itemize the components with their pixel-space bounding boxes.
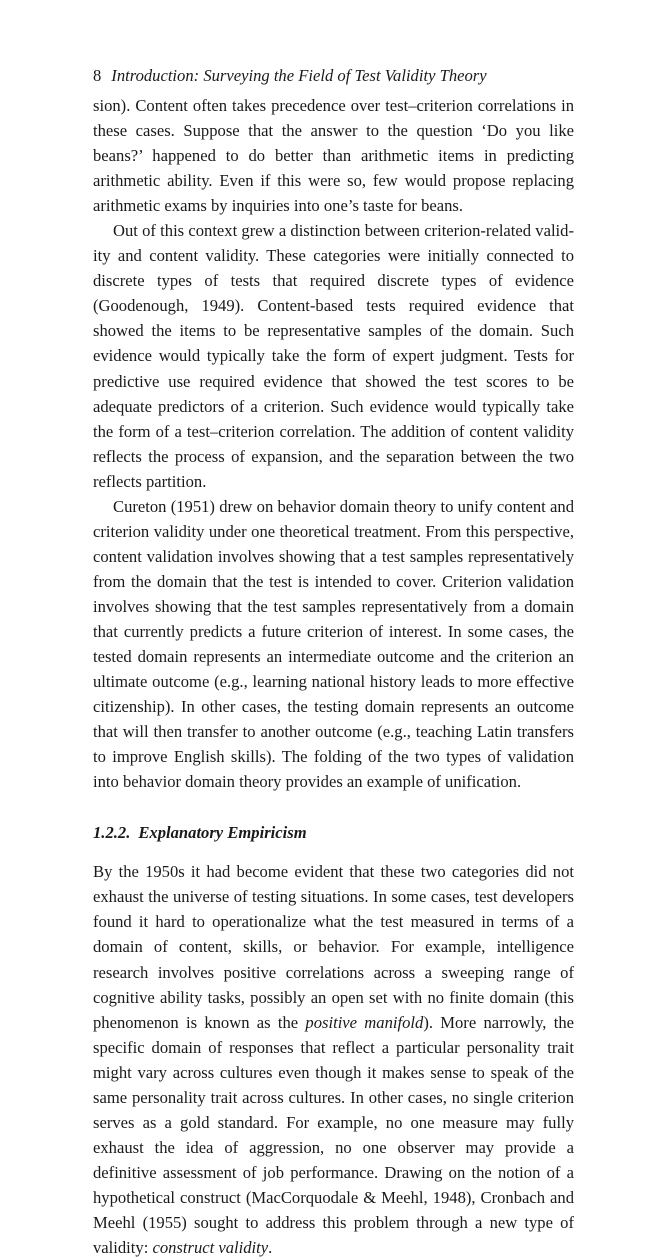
paragraph-continued: sion). Content often takes precedence over test–criterion correlations in these cases. Suppose that the answer to the question ‘Do you like beans?’ happened to do better than arithmetic items in predicting arithmetic ability. Even if this were so, few would propose replacing arithmetic exams by inquiries into one’s taste for beans. bbox=[93, 96, 574, 216]
section-title: Explanatory Empiricism bbox=[138, 823, 307, 843]
emphasis-term: construct validity bbox=[152, 1238, 269, 1258]
paragraph-explanatory-empiricism bbox=[93, 859, 574, 1260]
page-number: 8 bbox=[93, 66, 102, 85]
section-number: 1.2.2. bbox=[93, 823, 131, 843]
paragraph-criterion-content-distinction: Out of this context grew a distinction between criterion-related validity and content validity. These categories were initially connected to discrete types of tests that required discrete types of evidence (Goodenough, 1949). Content-based tests required evidence that showed the items to be representative samples of the domain. Such evidence would typically take the form of expert judgment. Tests for predictive use required evidence that showed the test scores to be adequate predictors of a criterion. Such evidence would typically take the form of a test–criterion correlation. The addition of content validity reflects the process of expansion, and the separation between the two reflects partition. bbox=[93, 221, 574, 491]
paragraph-cureton-unification: Cureton (1951) drew on behavior domain theory to unify content and criterion validity under one theoretical treatment. From this perspective, content validation involves showing that a test samples representatively from the domain that the test is intended to cover. Criterion validation involves showing that the test samples representatively from a domain that currently predicts a future criterion of interest. In some cases, the tested domain represents an intermediate outcome and the criterion an ultimate outcome (e.g., learning national history leads to more effective citizenship). In other cases, the testing domain represents an outcome that will then transfer to another outcome (e.g., teaching Latin transfers to improve English skills). The folding of the two types of validation into behavior domain theory provides an example of unification. bbox=[93, 496, 574, 792]
running-head bbox=[93, 66, 487, 86]
paragraph-text-part: . bbox=[268, 1238, 273, 1258]
running-title: Introduction: Surveying the Field of Test Validity Theory bbox=[111, 66, 487, 85]
paragraph-text-part: ). More narrowly, the specific domain of responses that reflect a particular personality trait might vary across cultures even though it makes sense to speak of the same personality trait across cultures. In other cases, no single criterion serves as a gold standard. For example, no one measure may fully exhaust the idea of aggression, no one observer may provide a definitive assessment of job performance. Drawing on the notion of a hypothetical construct (MacCorquodale & Meehl, 1948), Cronbach and Meehl (1955) sought to address this problem through a new type of validity: bbox=[93, 1012, 574, 1258]
paragraph-text-part: By the 1950s it had become evident that these two categories did not exhaust the universe of testing situations. In some cases, test developers found it hard to operationalize what the test measured in terms of a domain of content, skills, or behavior. For example, intelligence research involves positive correlations across a sweeping range of cognitive ability tasks, possibly an open set with no finite domain (this phenomenon is known as the bbox=[93, 862, 574, 1032]
emphasis-term: positive manifold bbox=[305, 1012, 424, 1032]
body-text bbox=[93, 93, 574, 1260]
section-heading bbox=[93, 820, 574, 845]
